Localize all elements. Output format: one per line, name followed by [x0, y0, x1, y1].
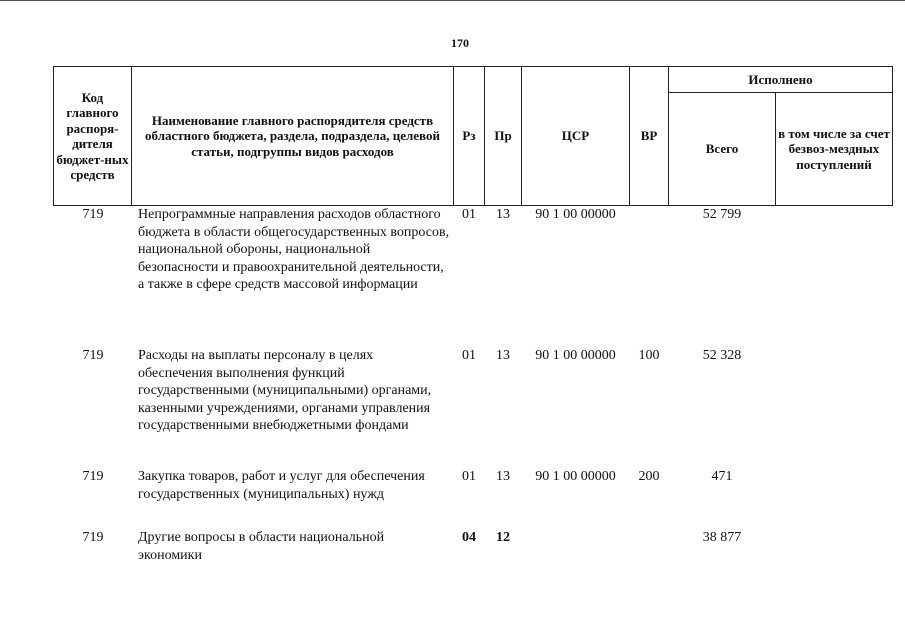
- row-3-vr: 200: [638, 469, 660, 484]
- row-1-name: Непрограммные направления расходов областного бюджета в области общегосударственных вопросов, национальной обороны, национальной безопасности и правоохранительной деятельности, а также в сфере средств массовой информации: [138, 207, 450, 292]
- header-csr: ЦСР: [521, 66, 630, 206]
- row-1-pr: 13: [496, 207, 510, 222]
- header-kod: Код главного распоря-дителя бюджет-ных средств: [53, 66, 132, 206]
- header-vsego: Всего: [668, 92, 776, 206]
- header-vr: ВР: [629, 66, 669, 206]
- row-2-rz: 01: [462, 348, 476, 363]
- header-ispolneno: Исполнено: [668, 66, 893, 93]
- row-4-vsego: 38 877: [702, 530, 742, 545]
- row-2-vr: 100: [638, 348, 660, 363]
- row-4-pr: 12: [496, 530, 510, 545]
- header-name: Наименование главного распорядителя средств областного бюджета, раздела, подраздела, целевой статьи, подгруппы видов расходов: [131, 66, 454, 206]
- row-1-kod: 719: [82, 207, 104, 222]
- row-3-rz: 01: [462, 469, 476, 484]
- header-rz: Рз: [453, 66, 485, 206]
- row-1-csr: 90 1 00 00000: [535, 207, 616, 222]
- page-number: 170: [451, 36, 469, 50]
- row-3-vsego: 471: [711, 469, 733, 484]
- row-1-vsego: 52 799: [702, 207, 742, 222]
- row-4-name: Другие вопросы в области национальной экономики: [138, 530, 385, 563]
- row-4-rz: 04: [462, 530, 476, 545]
- row-2-name: Расходы на выплаты персоналу в целях обеспечения выполнения функций государственными (муниципальными) органами, казенными учреждениями, органами управления государственными внебюджетными фондами: [138, 348, 432, 433]
- row-3-kod: 719: [82, 469, 104, 484]
- row-4-kod: 719: [82, 530, 104, 545]
- row-2-pr: 13: [496, 348, 510, 363]
- row-2-csr: 90 1 00 00000: [535, 348, 616, 363]
- row-3-name: Закупка товаров, работ и услуг для обеспечения государственных (муниципальных) нужд: [138, 469, 425, 502]
- scan-top-edge: [0, 0, 905, 1]
- header-v-tom-chisle: в том числе за счет безвоз-мездных поступлений: [775, 92, 893, 206]
- row-1-rz: 01: [462, 207, 476, 222]
- row-3-pr: 13: [496, 469, 510, 484]
- row-2-kod: 719: [82, 348, 104, 363]
- row-3-csr: 90 1 00 00000: [535, 469, 616, 484]
- header-pr: Пр: [484, 66, 522, 206]
- row-2-vsego: 52 328: [702, 348, 742, 363]
